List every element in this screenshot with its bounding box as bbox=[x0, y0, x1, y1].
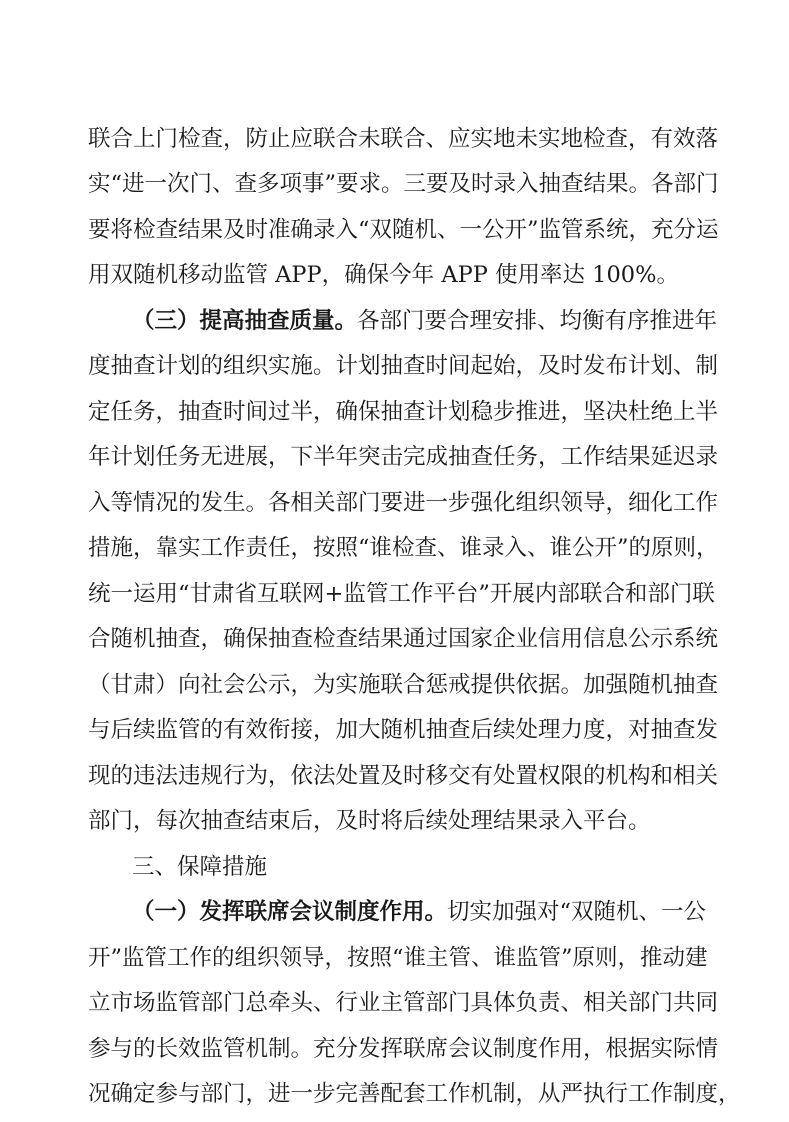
section-3-line: 统一运用“甘肃省互联网+监管工作平台”开展内部联合和部门联 bbox=[88, 581, 715, 607]
sub-1-label: （一） bbox=[132, 899, 200, 925]
sub-1-line: 况确定参与部门，进一步完善配套工作机制，从严执行工作制度， bbox=[88, 1081, 741, 1107]
sub-1-line: 开”监管工作的组织领导，按照“谁主管、谁监管”原则，推动建 bbox=[88, 945, 708, 971]
section-3-line: 现的违法违规行为，依法处置及时移交有处置权限的机构和相关 bbox=[88, 763, 719, 789]
section-3-line: 合随机抽查，确保抽查检查结果通过国家企业信用信息公示系统 bbox=[88, 626, 719, 652]
sub-1-title: 发挥联席会议制度作用。 bbox=[199, 899, 448, 925]
section-3-line: 年计划任务无进展，下半年突击完成抽查任务，工作结果延迟录 bbox=[88, 444, 719, 470]
section-3-line: 入等情况的发生。各相关部门要进一步强化组织领导，细化工作 bbox=[88, 490, 719, 516]
section-3-line: 措施，靠实工作责任，按照“谁检查、谁录入、谁公开”的原则， bbox=[88, 535, 719, 561]
body-line-4: 用双随机移动监管 APP，确保今年 APP 使用率达 100%。 bbox=[88, 262, 679, 288]
body-line-3: 要将检查结果及时准确录入“双随机、一公开”监管系统，充分运 bbox=[88, 217, 719, 243]
sub-1-line: 立市场监管部门总牵头、行业主管部门具体负责、相关部门共同 bbox=[88, 990, 719, 1016]
section-3-line: 与后续监管的有效衔接，加大随机抽查后续处理力度，对抽查发 bbox=[88, 717, 719, 743]
section-3-line: （甘肃）向社会公示，为实施联合惩戒提供依据。加强随机抽查 bbox=[88, 672, 719, 698]
section-3-label: （三） bbox=[132, 308, 200, 334]
section-3-first-line bbox=[132, 304, 718, 338]
section-3-first-rest: 各部门要合理安排、均衡有序推进年 bbox=[357, 308, 718, 334]
section-3-title: 提高抽查质量。 bbox=[199, 308, 358, 334]
body-line-2: 实“进一次门、查多项事”要求。三要及时录入抽查结果。各部门 bbox=[88, 171, 719, 197]
sub-1-first-line bbox=[132, 895, 707, 929]
sub-1-first-rest: 切实加强对“双随机、一公 bbox=[447, 899, 707, 925]
sub-1-line: 参与的长效监管机制。充分发挥联席会议制度作用，根据实际情 bbox=[88, 1036, 719, 1062]
section-heading: 三、保障措施 bbox=[132, 854, 268, 880]
body-line-1: 联合上门检查，防止应联合未联合、应实地未实地检查，有效落 bbox=[88, 126, 719, 152]
section-3-line: 度抽查计划的组织实施。计划抽查时间起始，及时发布计划、制 bbox=[88, 353, 719, 379]
section-3-line: 定任务，抽查时间过半，确保抽查计划稳步推进，坚决杜绝上半 bbox=[88, 399, 719, 425]
section-3-line: 部门，每次抽查结束后，及时将后续处理结果录入平台。 bbox=[88, 808, 651, 834]
